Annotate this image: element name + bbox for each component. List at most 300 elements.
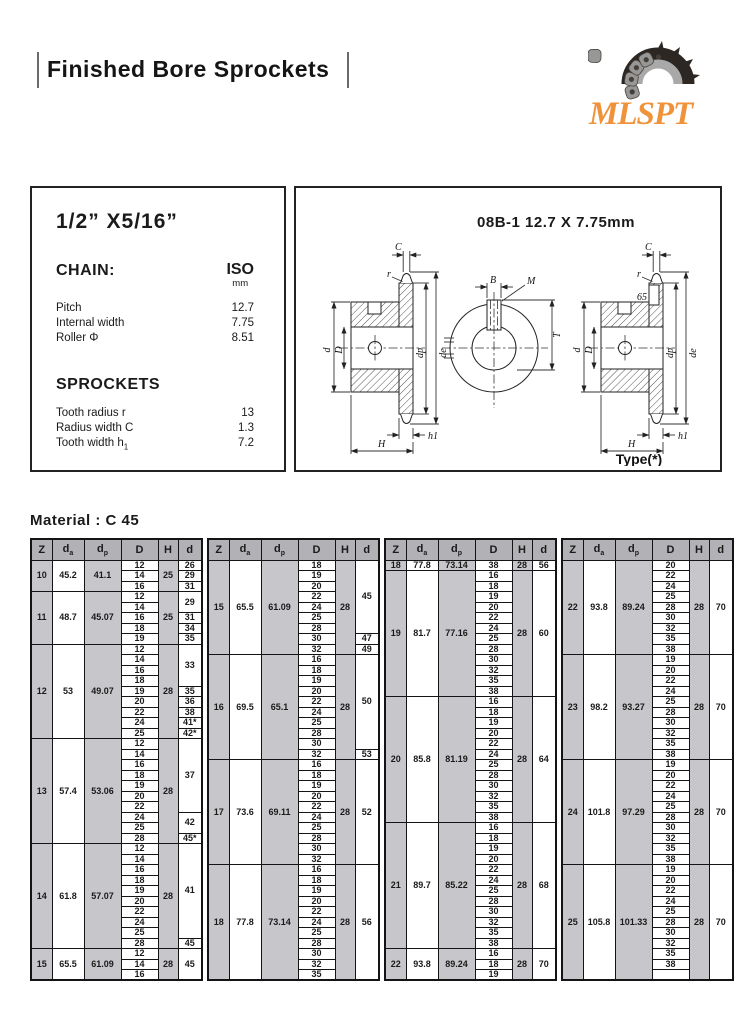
cell-bore-D: 28 — [475, 644, 512, 655]
column-header-d: D — [121, 539, 158, 560]
cell-hub-d: 56 — [532, 560, 556, 571]
cell-bore-D: 18 — [121, 770, 158, 781]
table-row — [385, 571, 556, 582]
cell-bore-D: 19 — [121, 634, 158, 645]
cell-bore-D: 22 — [298, 907, 335, 918]
cell-hub-H: 28 — [689, 865, 709, 981]
cell-hub-d: 34 — [178, 623, 202, 634]
cell-da: 93.8 — [406, 949, 438, 981]
table-row — [385, 697, 556, 708]
cell-bore-D: 16 — [475, 697, 512, 708]
cell-bore-D: 28 — [121, 833, 158, 844]
cell-teeth-z: 21 — [385, 823, 406, 949]
cell-hub-d: 45* — [178, 833, 202, 844]
table-row — [31, 644, 202, 655]
cell-bore-D: 18 — [475, 833, 512, 844]
cell-bore-D: 32 — [298, 749, 335, 760]
cell-bore-D: 19 — [652, 760, 689, 771]
cell-hub-d: 70 — [532, 949, 556, 981]
spec-row-value: 13 — [241, 406, 254, 419]
cell-teeth-z: 22 — [562, 560, 583, 655]
type-label: Type(*) — [615, 451, 663, 466]
dim-h1-left: h1 — [428, 431, 438, 442]
cell-bore-D: 12 — [121, 949, 158, 960]
cell-bore-D: 19 — [121, 686, 158, 697]
cell-dp: 77.16 — [438, 571, 475, 697]
column-header-dp: $d_p$ — [261, 539, 298, 560]
dim-de-right: de — [688, 348, 699, 358]
cell-da: 101.8 — [583, 760, 615, 865]
cell-bore-D: 22 — [475, 865, 512, 876]
spec-row-label: Tooth width $h_1$ — [56, 436, 129, 451]
cell-teeth-z: 19 — [385, 571, 406, 697]
cell-hub-d: 26 — [178, 560, 202, 571]
cell-teeth-z: 18 — [208, 865, 229, 981]
cell-bore-D: 24 — [475, 623, 512, 634]
cell-da: 48.7 — [52, 592, 84, 645]
cell-bore-D: 20 — [121, 697, 158, 708]
spec-row-value: 12.7 — [231, 301, 254, 314]
cell-hub-H: 28 — [689, 655, 709, 760]
spec-row — [56, 406, 254, 421]
cell-da: 93.8 — [583, 560, 615, 655]
cell-bore-D: 28 — [475, 896, 512, 907]
cell-hub-d: 70 — [709, 760, 733, 865]
cell-bore-D: 38 — [652, 959, 689, 970]
dim-r-left: r — [387, 269, 391, 280]
column-header-d: d — [355, 539, 379, 560]
cell-bore-D: 18 — [121, 875, 158, 886]
header-row — [562, 539, 733, 560]
cell-bore-D: 24 — [298, 602, 335, 613]
cell-hub-d: 42 — [178, 812, 202, 833]
cell-bore-D: 28 — [298, 833, 335, 844]
cell-da: 98.2 — [583, 655, 615, 760]
cell-bore-D: 12 — [121, 560, 158, 571]
column-header-h: H — [512, 539, 532, 560]
column-header-da: $d_a$ — [406, 539, 438, 560]
table-row — [562, 760, 733, 771]
cell-bore-D: 24 — [652, 686, 689, 697]
sprockets-heading: SPROCKETS — [56, 375, 161, 393]
chain-rows — [32, 301, 284, 346]
cell-hub-d: 45 — [178, 949, 202, 981]
cell-bore-D: 12 — [121, 739, 158, 750]
cell-hub-d: 41* — [178, 718, 202, 729]
cell-hub-d: 70 — [709, 865, 733, 981]
cell-bore-D: 32 — [475, 791, 512, 802]
company-logo — [588, 38, 720, 130]
column-header-da: $d_a$ — [229, 539, 261, 560]
cell-bore-D: 16 — [121, 970, 158, 981]
cell-bore-D: 19 — [298, 571, 335, 582]
cell-bore-D: 30 — [298, 949, 335, 960]
dim-bore-left: D — [334, 346, 345, 354]
spec-row-value: 7.75 — [231, 316, 254, 329]
table-row — [31, 844, 202, 855]
cell-dp: 69.11 — [261, 760, 298, 865]
cell-bore-D: 32 — [652, 728, 689, 739]
cell-dp: 49.07 — [84, 644, 121, 739]
cell-da: 61.8 — [52, 844, 84, 949]
cell-bore-D: 16 — [121, 865, 158, 876]
cell-teeth-z: 24 — [562, 760, 583, 865]
cell-bore-D: 25 — [298, 823, 335, 834]
cell-bore-D: 16 — [298, 655, 335, 666]
cell-bore-D: 28 — [652, 707, 689, 718]
cell-hub-H: 28 — [335, 655, 355, 760]
cell-bore-D: 20 — [121, 791, 158, 802]
column-header-dp: $d_p$ — [615, 539, 652, 560]
cell-hub-d: 68 — [532, 823, 556, 949]
table-row — [385, 560, 556, 571]
dim-dp-right: dp — [665, 348, 676, 358]
cell-hub-d: 49 — [355, 644, 379, 655]
cell-bore-D: 20 — [298, 581, 335, 592]
column-header-da: $d_a$ — [583, 539, 615, 560]
cell-hub-d: 33 — [178, 644, 202, 686]
title-left-bar — [37, 52, 39, 88]
cell-bore-D: 32 — [652, 623, 689, 634]
cell-bore-D: 25 — [652, 697, 689, 708]
cell-bore-D: 30 — [475, 907, 512, 918]
cell-hub-d: 31 — [178, 613, 202, 624]
column-header-z: Z — [385, 539, 406, 560]
cell-bore-D: 19 — [121, 886, 158, 897]
table-row — [31, 592, 202, 603]
spec-row-value: 1.3 — [238, 421, 254, 434]
cell-hub-H: 28 — [512, 560, 532, 571]
cell-hub-H: 28 — [689, 560, 709, 655]
cell-bore-D: 22 — [298, 592, 335, 603]
cell-bore-D: 24 — [298, 812, 335, 823]
cell-hub-H: 28 — [335, 865, 355, 981]
cell-bore-D: 19 — [121, 781, 158, 792]
cell-teeth-z: 23 — [562, 655, 583, 760]
cell-hub-d: 29 — [178, 571, 202, 582]
cell-bore-D: 22 — [652, 886, 689, 897]
cell-bore-D: 20 — [475, 854, 512, 865]
cell-teeth-z: 18 — [385, 560, 406, 571]
cell-bore-D: 32 — [298, 644, 335, 655]
sprocket-drawing — [296, 188, 716, 466]
cell-bore-D: 25 — [298, 928, 335, 939]
cell-bore-D: 19 — [475, 970, 512, 981]
cell-bore-D: 24 — [298, 917, 335, 928]
dim-d-left: d — [322, 347, 333, 353]
cell-bore-D: 16 — [298, 865, 335, 876]
unit-iso: ISO — [226, 261, 254, 278]
cell-hub-d: 35 — [178, 686, 202, 697]
table-row — [31, 949, 202, 960]
cell-dp: 61.09 — [84, 949, 121, 981]
dim-de-left: de — [438, 348, 449, 358]
cell-bore-D: 38 — [475, 560, 512, 571]
cell-hub-d: 50 — [355, 655, 379, 750]
dim-hub-left: H — [378, 439, 386, 450]
dim-hub-right: H — [628, 439, 636, 450]
column-header-h: H — [158, 539, 178, 560]
cell-da: 65.5 — [229, 560, 261, 655]
cell-bore-D: 25 — [652, 907, 689, 918]
cell-bore-D: 16 — [121, 760, 158, 771]
cell-dp: 89.24 — [615, 560, 652, 655]
drawing-title: 08B-1 12.7 X 7.75mm — [477, 214, 635, 231]
cell-bore-D: 28 — [652, 602, 689, 613]
cell-bore-D: 18 — [475, 959, 512, 970]
cell-da: 53 — [52, 644, 84, 739]
header-row — [385, 539, 556, 560]
cell-bore-D — [652, 970, 689, 981]
column-header-d: D — [652, 539, 689, 560]
cell-hub-d: 31 — [178, 581, 202, 592]
cell-hub-d: 47 — [355, 634, 379, 645]
cell-bore-D: 24 — [121, 718, 158, 729]
logo-text: MLSPT — [589, 96, 693, 130]
dim-t-keyway: T — [552, 332, 563, 338]
cell-bore-D: 22 — [121, 907, 158, 918]
spec-row — [56, 331, 254, 346]
cell-bore-D: 14 — [121, 854, 158, 865]
cell-bore-D: 24 — [121, 917, 158, 928]
column-header-d: D — [298, 539, 335, 560]
cell-bore-D: 20 — [475, 728, 512, 739]
cell-bore-D: 22 — [121, 802, 158, 813]
cell-bore-D: 19 — [298, 676, 335, 687]
unit-mm: mm — [232, 278, 249, 289]
cell-dp: 85.22 — [438, 823, 475, 949]
cell-bore-D: 32 — [652, 938, 689, 949]
column-header-da: $d_a$ — [52, 539, 84, 560]
cell-bore-D: 35 — [652, 739, 689, 750]
cell-hub-d: 41 — [178, 844, 202, 939]
column-header-z: Z — [31, 539, 52, 560]
spec-row — [56, 436, 254, 454]
cell-bore-D: 30 — [475, 781, 512, 792]
cell-bore-D: 28 — [652, 812, 689, 823]
cell-bore-D: 16 — [121, 613, 158, 624]
spec-row-label: Pitch — [56, 301, 82, 314]
cell-hub-d: 37 — [178, 739, 202, 813]
cell-bore-D: 19 — [475, 718, 512, 729]
cell-bore-D: 35 — [475, 676, 512, 687]
cell-bore-D: 24 — [652, 581, 689, 592]
cell-hub-H: 28 — [158, 844, 178, 949]
spec-row-value: 7.2 — [238, 436, 254, 449]
cell-hub-H: 28 — [158, 644, 178, 739]
cell-bore-D: 28 — [652, 917, 689, 928]
cell-bore-D: 18 — [298, 770, 335, 781]
title-right-bar — [347, 52, 349, 88]
dimension-table — [561, 538, 734, 981]
cell-hub-H: 25 — [158, 560, 178, 592]
technical-drawing-box — [294, 186, 722, 472]
column-header-d: d — [709, 539, 733, 560]
sprocket-chain-logo-icon — [588, 38, 720, 130]
cell-bore-D: 19 — [298, 886, 335, 897]
cell-teeth-z: 13 — [31, 739, 52, 844]
cell-teeth-z: 25 — [562, 865, 583, 981]
cell-hub-H: 28 — [512, 571, 532, 697]
cell-bore-D: 25 — [475, 760, 512, 771]
cell-teeth-z: 16 — [208, 655, 229, 760]
cell-hub-d: 42* — [178, 728, 202, 739]
table-row — [31, 560, 202, 571]
cell-bore-D: 14 — [121, 749, 158, 760]
cell-bore-D: 30 — [652, 823, 689, 834]
chain-heading: CHAIN: — [56, 262, 115, 279]
cell-bore-D: 28 — [298, 623, 335, 634]
cell-bore-D: 24 — [298, 707, 335, 718]
cell-hub-d: 56 — [355, 865, 379, 981]
spec-row — [56, 301, 254, 316]
cell-bore-D: 24 — [475, 875, 512, 886]
cell-bore-D: 20 — [652, 875, 689, 886]
cell-bore-D: 20 — [652, 770, 689, 781]
cell-hub-H: 28 — [512, 697, 532, 823]
header-row — [31, 539, 202, 560]
cell-bore-D: 22 — [475, 613, 512, 624]
cell-hub-d: 60 — [532, 571, 556, 697]
spec-row-label: Roller Φ — [56, 331, 99, 344]
column-header-h: H — [335, 539, 355, 560]
cell-teeth-z: 11 — [31, 592, 52, 645]
cell-bore-D: 18 — [121, 623, 158, 634]
cell-hub-d: 36 — [178, 697, 202, 708]
cell-bore-D: 30 — [475, 655, 512, 666]
cell-bore-D: 28 — [475, 770, 512, 781]
dim-c-right: C — [645, 242, 652, 253]
cell-bore-D: 19 — [475, 592, 512, 603]
column-header-dp: $d_p$ — [438, 539, 475, 560]
column-header-d: d — [532, 539, 556, 560]
cell-bore-D: 30 — [652, 928, 689, 939]
cell-bore-D: 19 — [652, 865, 689, 876]
cell-bore-D: 18 — [298, 875, 335, 886]
cell-da: 85.8 — [406, 697, 438, 823]
cell-dp: 101.33 — [615, 865, 652, 981]
cell-dp: 61.09 — [261, 560, 298, 655]
cell-teeth-z: 17 — [208, 760, 229, 865]
cell-da: 57.4 — [52, 739, 84, 844]
cell-hub-d: 29 — [178, 592, 202, 613]
cell-bore-D: 16 — [475, 571, 512, 582]
cell-dp: 53.06 — [84, 739, 121, 844]
cell-bore-D: 25 — [298, 718, 335, 729]
cell-teeth-z: 10 — [31, 560, 52, 592]
dimension-table — [30, 538, 203, 981]
table-row — [208, 865, 379, 876]
cell-bore-D: 38 — [652, 644, 689, 655]
dim-r-right: r — [637, 269, 641, 280]
cell-hub-H: 28 — [512, 823, 532, 949]
cell-da: 77.8 — [229, 865, 261, 981]
cell-hub-H: 28 — [689, 760, 709, 865]
cell-hub-d: 70 — [709, 655, 733, 760]
cell-bore-D: 28 — [298, 728, 335, 739]
cell-dp: 41.1 — [84, 560, 121, 592]
cell-teeth-z: 22 — [385, 949, 406, 981]
cell-bore-D: 38 — [475, 938, 512, 949]
header-row — [208, 539, 379, 560]
column-header-z: Z — [208, 539, 229, 560]
cell-bore-D: 32 — [652, 833, 689, 844]
material-label: Material : C 45 — [30, 512, 140, 529]
cell-bore-D: 20 — [475, 602, 512, 613]
cell-dp: 65.1 — [261, 655, 298, 760]
cell-bore-D: 25 — [652, 802, 689, 813]
cell-bore-D: 19 — [652, 655, 689, 666]
cell-da: 89.7 — [406, 823, 438, 949]
cell-dp: 73.14 — [438, 560, 475, 571]
chain-spec-box — [30, 186, 286, 472]
cell-da: 105.8 — [583, 865, 615, 981]
table-row — [31, 739, 202, 750]
sprocket-table-1 — [30, 538, 203, 981]
cell-dp: 89.24 — [438, 949, 475, 981]
cell-hub-d: 53 — [355, 749, 379, 760]
cell-bore-D: 14 — [121, 959, 158, 970]
sprocket-rows — [32, 406, 284, 454]
cell-bore-D: 16 — [121, 581, 158, 592]
cell-bore-D: 19 — [475, 844, 512, 855]
cell-hub-H: 28 — [335, 760, 355, 865]
cell-teeth-z: 20 — [385, 697, 406, 823]
cell-bore-D: 25 — [121, 728, 158, 739]
cell-hub-d: 52 — [355, 760, 379, 865]
spec-row-label: Tooth radius r — [56, 406, 126, 419]
cell-bore-D: 38 — [652, 854, 689, 865]
cell-hub-d: 64 — [532, 697, 556, 823]
cell-bore-D: 30 — [652, 613, 689, 624]
table-row — [385, 823, 556, 834]
cell-hub-H: 25 — [158, 592, 178, 645]
cell-bore-D: 35 — [298, 970, 335, 981]
spec-row — [56, 421, 254, 436]
cell-bore-D: 22 — [652, 676, 689, 687]
sprocket-table-4 — [561, 538, 734, 981]
column-header-d: D — [475, 539, 512, 560]
cell-bore-D: 19 — [298, 781, 335, 792]
cell-bore-D: 20 — [652, 560, 689, 571]
table-row — [208, 560, 379, 571]
cell-da: 73.6 — [229, 760, 261, 865]
dim-d-right: d — [572, 347, 583, 353]
spec-row — [56, 316, 254, 331]
cell-bore-D: 18 — [121, 676, 158, 687]
cell-bore-D: 22 — [652, 781, 689, 792]
cell-bore-D: 25 — [121, 928, 158, 939]
cell-bore-D: 25 — [475, 886, 512, 897]
cell-da: 69.5 — [229, 655, 261, 760]
cell-bore-D: 12 — [121, 644, 158, 655]
cell-dp: 81.19 — [438, 697, 475, 823]
cell-bore-D: 20 — [652, 665, 689, 676]
cell-hub-d: 38 — [178, 707, 202, 718]
chain-size-title: 1/2” X5/16” — [56, 210, 178, 233]
cell-bore-D: 38 — [475, 686, 512, 697]
cell-bore-D: 20 — [298, 896, 335, 907]
cell-hub-d: 45 — [178, 938, 202, 949]
cell-bore-D: 28 — [121, 938, 158, 949]
cell-da: 45.2 — [52, 560, 84, 592]
cell-bore-D: 24 — [652, 791, 689, 802]
cell-teeth-z: 14 — [31, 844, 52, 949]
cell-bore-D: 12 — [121, 844, 158, 855]
cell-hub-H: 28 — [158, 949, 178, 981]
cell-bore-D: 16 — [298, 760, 335, 771]
dim-h1-right: h1 — [678, 431, 688, 442]
